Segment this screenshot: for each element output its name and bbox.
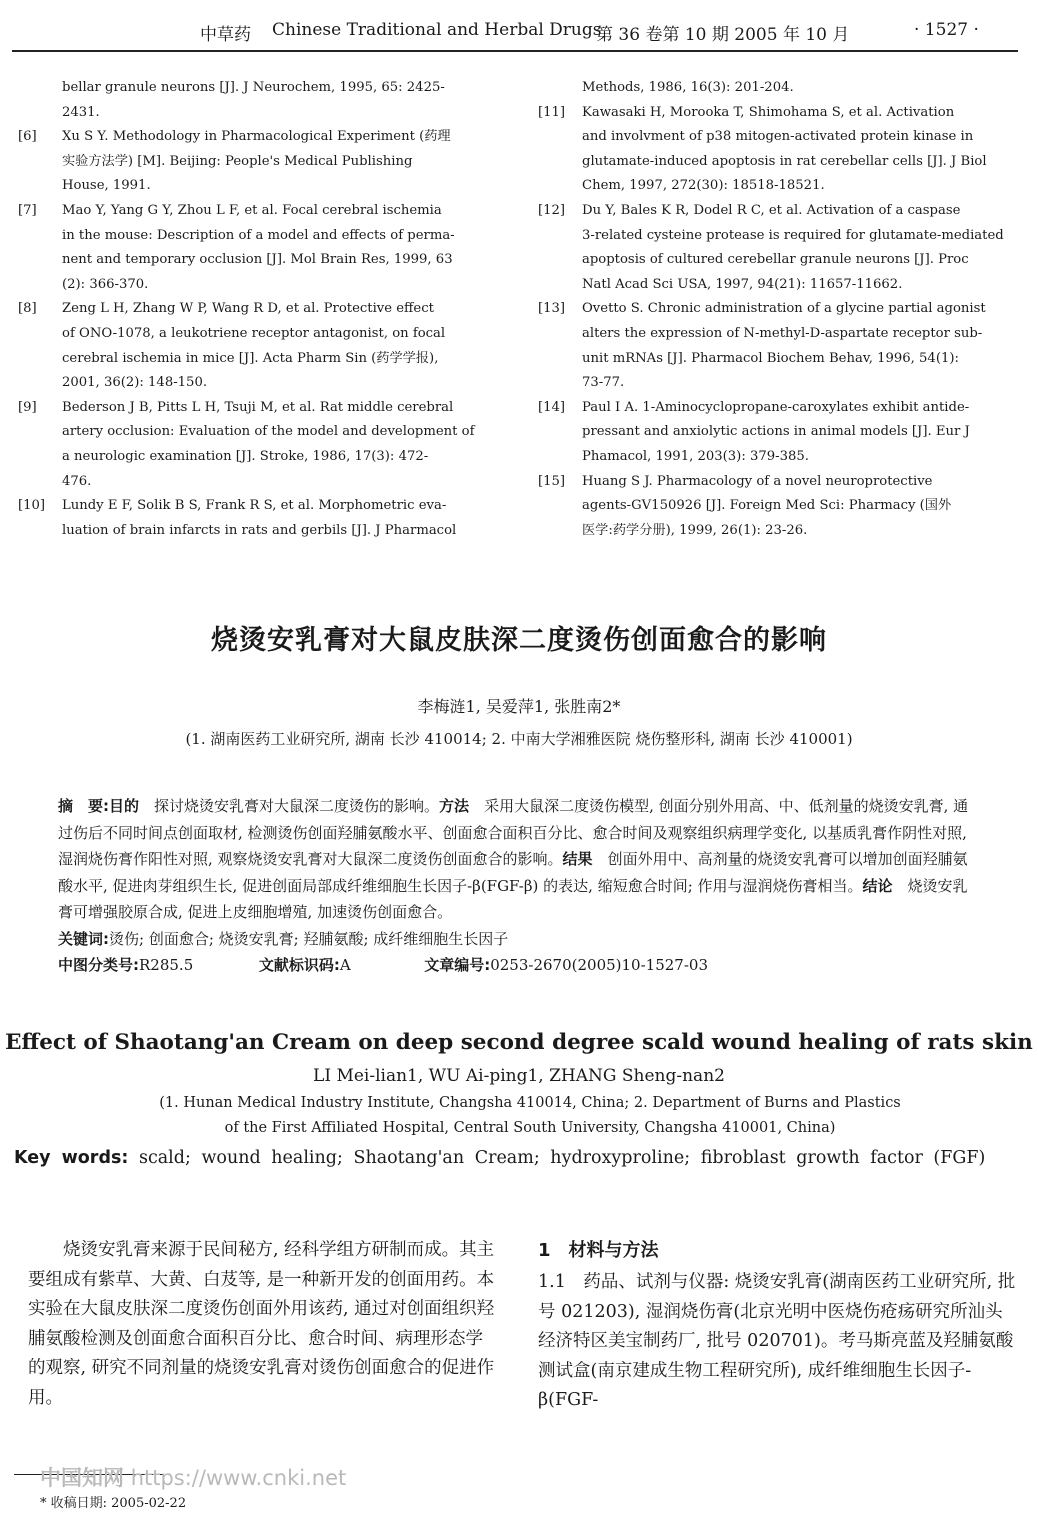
reference-continuation: bellar granule neurons [J]. J Neurochem, 1995, 65: 2425- 2431. [62,80,445,120]
keywords-line [58,926,980,953]
running-header [0,20,1038,50]
references-right-column [538,76,1020,543]
article-title-cn: 烧烫安乳膏对大鼠皮肤深二度烫伤创面愈合的影响 [211,625,827,656]
reference-11: [11] Kawasaki H, Morooka T, Shimohama S, et al. Activation and involvment of p38 mitogen-activated protein kinase in glutamate-induced apoptosis in rat cerebellar cells [J]. J Biol Chem, 1997, 272(30): 18518-18521. [538,101,1020,199]
doc-code-label: 文献标识码: [258,956,340,974]
keywords-text: 烫伤; 创面愈合; 烧烫安乳膏; 羟脯氨酸; 成纤维细胞生长因子 [109,929,509,948]
keywords-en-text: scald; wound healing; Shaotang'an Cream; hydroxyproline; fibroblast growth factor (FGF) [138,1148,986,1168]
reference-12: [12] Du Y, Bales K R, Dodel R C, et al. Activation of a caspase 3-related cysteine protease is required for glutamate-mediated apoptosis of cultured cerebellar granule neurons [J]. Proc Natl Acad Sci USA, 1997, 94(21): 11657-11662. [538,199,1020,297]
reference-number: [8] [18,301,37,317]
watermark-cn: 中国知网 [40,1466,124,1490]
reference-13: [13] Ovetto S. Chronic administration of a glycine partial agonist alters the expression of N-methyl-D-aspartate receptor sub- unit mRNAs [J]. Pharmacol Biochem Behav, 1996, 54(1): 73-77. [538,297,1020,395]
article-title-en: Effect of Shaotang'an Cream on deep second degree scald wound healing of rats skin [5,1030,1033,1055]
affiliation-cn: (1. 湖南医药工业研究所, 湖南 长沙 410014; 2. 中南大学湘雅医院 烧伤整形科, 湖南 长沙 410001) [185,730,853,748]
abstract-label: 摘 要: [58,797,109,815]
reference-14: [14] Paul I A. 1-Aminocyclopropane-caroxylates exhibit antide- pressant and anxiolytic actions in animal models [J]. Eur J Phamacol, 1991, 203(3): 379-385. [538,396,1020,470]
authors-cn: 李梅涟1, 吴爱萍1, 张胜南2* [417,697,621,716]
journal-name-en: Chinese Traditional and Herbal Drugs [272,20,602,40]
reference-number: [11] [538,104,566,120]
objective-text: 探讨烧烫安乳膏对大鼠深二度烫伤的影响。 [154,797,440,815]
result-text: 创面外用中、高剂量的烧烫安乳膏可以增加创面羟脯氨酸水平, 促进肉芽组织生长, 促进创面局部成纤维细胞生长因子-β(FGF-β) 的表达, 缩短愈合时间; 作用与湿润烧伤膏相当。 [58,850,968,895]
reference-number: [9] [18,399,37,415]
reference-number: [15] [538,473,566,489]
reference-number: [13] [538,301,566,317]
section-heading-materials-methods: 1 材料与方法 [538,1240,659,1261]
journal-name-cn: 中草药 [200,25,251,45]
clc-value: R285.5 [139,956,194,974]
reference-number: [10] [18,498,46,514]
clc-label: 中图分类号: [58,956,139,974]
section-1-1-paragraph: 1.1 药品、试剂与仪器: 烧烫安乳膏(湖南医药工业研究所, 批号 021203), 湿润烧伤膏(北京光明中医烧伤疮疡研究所汕头经济特区美宝制药厂, 批号 020701)。考马斯亮蓝及羟脯氨酸测试盒(南京建成生物工程研究所), 成纤维细胞生长因子-β(FGF- [538,1272,1016,1410]
conclusion-text: 烧烫安乳膏可增强胶原合成, 促进上皮细胞增殖, 加速烫伤创面愈合。 [58,876,968,921]
reference-15: [15] Huang S J. Pharmacology of a novel neuroprotective agents-GV150926 [J]. Foreign Med Sci: Pharmacy (国外 医学:药学分册), 1999, 26(1): 23-26. [538,470,1020,544]
header-rule [12,50,1018,52]
reference-6: [6] Xu S Y. Methodology in Pharmacological Experiment (药理 实验方法学) [M]. Beijing: People's Medical Publishing House, 1991. [18,125,496,199]
reference-continuation: Methods, 1986, 16(3): 201-204. [582,80,794,95]
reference-number: [12] [538,202,566,218]
watermark-url: https://www.cnki.net [130,1466,347,1490]
keywords-en [14,1144,1018,1172]
result-label: 结果 [562,850,593,868]
received-date-footnote: * 收稿日期: 2005-02-22 [40,1496,187,1511]
reference-8: [8] Zeng L H, Zhang W P, Wang R D, et al. Protective effect of ONO-1078, a leukotriene receptor antagonist, on focal cerebral ischemia in mice [J]. Acta Pharm Sin (药学学报), 2001, 36(2): 148-150. [18,297,496,395]
affiliation-en: (1. Hunan Medical Industry Institute, Changsha 410014, China; 2. Department of Burns and Plastics of the First Affiliated Hospital, Central South University, Changsha 410001, China) [159,1095,901,1136]
method-text: 采用大鼠深二度烫伤模型, 创面分别外用高、中、低剂量的烧烫安乳膏, 通过伤后不同时间点创面取材, 检测烫伤创面羟脯氨酸水平、创面愈合面积百分比、愈合时间及观察组织病理学变化, 以基质乳膏作阴性对照, 湿润烧伤膏作阳性对照, 观察烧烫安乳膏对大鼠深二度烫伤创面愈合的影响。 [58,797,969,868]
reference-7: [7] Mao Y, Yang G Y, Zhou L F, et al. Focal cerebral ischemia in the mouse: Description of a model and effects of perma- nent and temporary occlusion [J]. Mol Brain Res, 1999, 63 (2): 366-370. [18,199,496,297]
article-no-label: 文章编号: [424,956,491,974]
reference-9: [9] Bederson J B, Pitts L H, Tsuji M, et al. Rat middle cerebral artery occlusion: Evaluation of the model and development of a neurologic examination [J]. Stroke, 1986, 17(3): 472- 476. [18,396,496,494]
intro-paragraph: 烧烫安乳膏来源于民间秘方, 经科学组方研制而成。其主要组成有紫草、大黄、白芨等, 是一种新开发的创面用药。本实验在大鼠皮肤深二度烫伤创面外用该药, 通过对创面组织羟脯氨酸检测及创面愈合面积百分比、愈合时间、病理形态学的观察, 研究不同剂量的烧烫安乳膏对烫伤创面愈合的促进作用。 [28,1240,495,1408]
doc-code-value: A [339,956,351,974]
reference-number: [6] [18,129,37,145]
keywords-en-label: Key words: [14,1148,129,1168]
abstract-block [58,793,980,979]
issue-info: 第 36 卷第 10 期 2005 年 10 月 [596,25,850,45]
abstract-paragraph [58,793,980,926]
cnki-watermark [40,1462,346,1492]
classification-line [58,952,980,979]
reference-10: [10] Lundy E F, Solik B S, Frank R S, et al. Morphometric eva- luation of brain infarcts in rats and gerbils [J]. J Pharmacol [18,494,496,543]
references-left-column [18,76,496,543]
method-label: 方法 [439,797,470,815]
objective-label: 目的 [109,797,140,815]
page-number: · 1527 · [914,20,979,40]
keywords-label: 关键词: [58,929,109,948]
conclusion-label: 结论 [862,876,893,895]
authors-en: LI Mei-lian1, WU Ai-ping1, ZHANG Sheng-nan2 [313,1066,725,1086]
article-no-value: 0253-2670(2005)10-1527-03 [490,956,708,974]
reference-number: [14] [538,399,566,415]
reference-number: [7] [18,202,37,218]
